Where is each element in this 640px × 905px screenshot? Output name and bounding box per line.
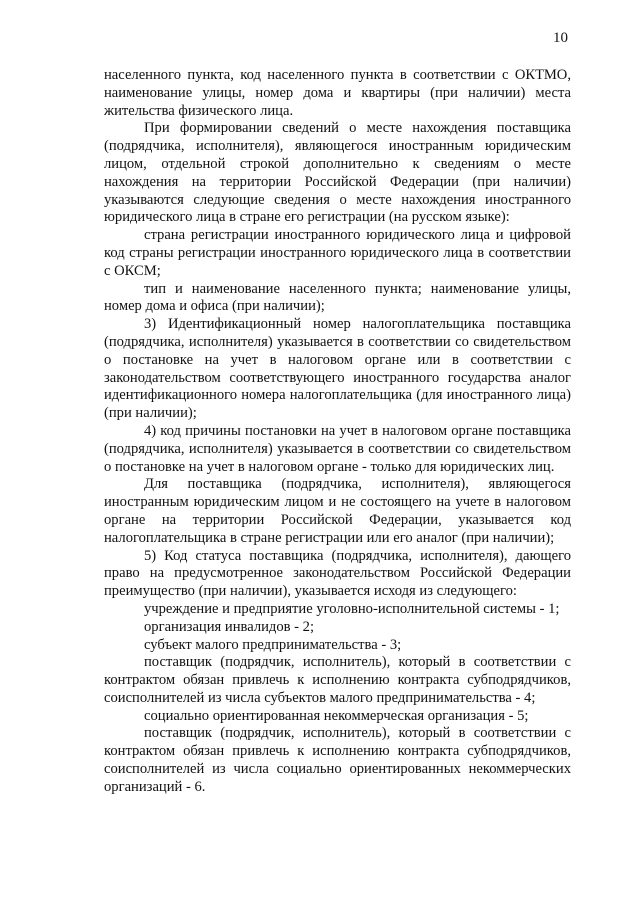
list-item: поставщик (подрядчик, исполнитель), который в соответствии с контрактом обязан привлечь к исполнению контракта субподрядчиков, соисполнителей из числа социально ориентированных некоммерческих организаций - 6. [104,725,571,795]
paragraph: 3) Идентификационный номер налогоплательщика поставщика (подрядчика, исполнителя) указывается в соответствии со свидетельством о постановке на учет в налоговом органе или в соответствии с законодательством соответствующего иностранного государства аналог идентификационного номера налогоплательщика (для иностранного лица) (при наличии); [104,316,571,422]
paragraph: Для поставщика (подрядчика, исполнителя), являющегося иностранным юридическим лицом и не состоящего на учете в налоговом органе на территории Российской Федерации, указывается код налогоплательщика в стране регистрации или его аналог (при наличии); [104,476,571,546]
page-number: 10 [553,30,568,46]
list-item: поставщик (подрядчик, исполнитель), который в соответствии с контрактом обязан привлечь к исполнению контракта субподрядчиков, соисполнителей из числа субъектов малого предпринимательства - 4; [104,654,571,706]
paragraph: страна регистрации иностранного юридического лица и цифровой код страны регистрации иностранного юридического лица в соответствии с ОКСМ; [104,227,571,279]
document-body [104,67,571,797]
paragraph: 5) Код статуса поставщика (подрядчика, исполнителя), дающего право на предусмотренное законодательством Российской Федерации преимущество (при наличии), указывается исходя из следующего: [104,547,571,600]
list-item: организация инвалидов - 2; [144,618,315,635]
paragraph: 4) код причины постановки на учет в налоговом органе поставщика (подрядчика, исполнителя) указывается в соответствии со свидетельством о постановке на учет в налоговом органе - только для юридических лиц. [104,422,571,475]
paragraph: тип и наименование населенного пункта; наименование улицы, номер дома и офиса (при наличии); [104,280,571,315]
list-item: учреждение и предприятие уголовно-исполнительной системы - 1; [144,600,560,617]
list-item: субъект малого предпринимательства - 3; [144,636,402,653]
list-item: социально ориентированная некоммерческая организация - 5; [144,707,529,724]
paragraph: населенного пункта, код населенного пункта в соответствии с ОКТМО, наименование улицы, номер дома и квартиры (при наличии) места жительства физического лица. [104,67,571,119]
paragraph: При формировании сведений о месте нахождения поставщика (подрядчика, исполнителя), являющегося иностранным юридическим лицом, отдельной строкой дополнительно к сведениям о месте нахождения на территории Российской Федерации (при наличии) указываются следующие сведения о месте нахождения иностранного юридического лица в стране его регистрации (на русском языке): [104,120,571,226]
